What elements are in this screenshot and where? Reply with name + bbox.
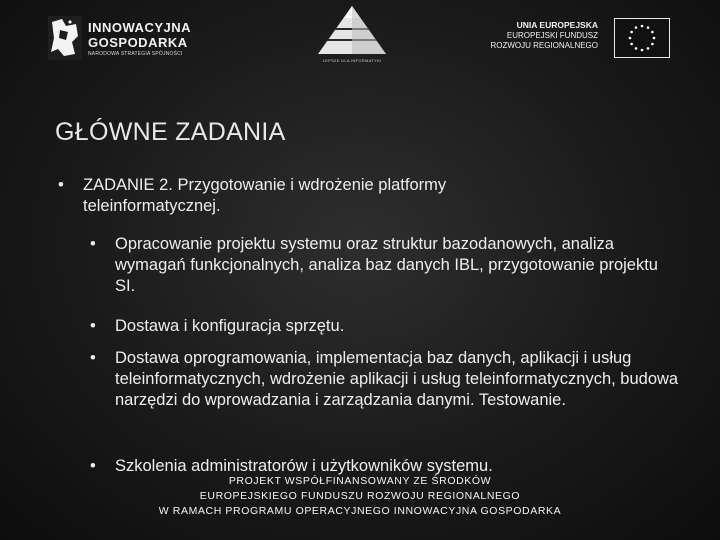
main-bullet-text: ZADANIE 2. Przygotowanie i wdrożenie platformy teleinformatycznej.	[83, 176, 447, 215]
eu-star-icon	[653, 37, 656, 40]
bullet-marker: •	[58, 176, 64, 194]
innowacyjna-gospodarka-logo	[48, 14, 198, 64]
ig-logo-line1: INNOWACYJNA	[88, 20, 192, 35]
footer-line2: EUROPEJSKIEGO FUNDUSZU ROZWOJU REGIONALNEGO	[199, 490, 521, 502]
bullet-marker: •	[90, 317, 96, 335]
sub-bullet-text: Szkolenia administratorów i użytkowników systemu.	[115, 457, 493, 475]
eu-logo-line3: ROZWOJU REGIONALNEGO	[490, 41, 598, 50]
slide-title: GŁÓWNE ZADANIA	[55, 118, 286, 146]
pyramid-logo-caption: LEPSZE DLA INFORMATYKI	[322, 58, 382, 63]
ig-logo-icon	[48, 16, 82, 60]
main-bullet	[58, 175, 578, 217]
footer-line1: PROJEKT WSPÓŁFINANSOWANY ZE ŚRODKÓW	[228, 475, 492, 487]
eu-star-icon	[647, 26, 650, 29]
eu-star-icon	[630, 43, 633, 46]
eu-star-icon	[651, 31, 654, 34]
eu-star-icon	[641, 49, 644, 52]
sub-bullet-text: Opracowanie projektu systemu oraz struktur bazodanowych, analiza wymagań funkcjonalnych, analiza baz danych IBL, przygotowanie projektu SI.	[115, 235, 658, 295]
footer-text	[0, 474, 720, 519]
eu-star-icon	[635, 26, 638, 29]
pyramid-logo	[314, 4, 390, 64]
sub-bullet-3	[90, 348, 680, 411]
sub-bullet-1	[90, 234, 680, 297]
eu-logo-line2: EUROPEJSKI FUNDUSZ	[506, 31, 598, 40]
sub-bullet-text: Dostawa oprogramowania, implementacja baz danych, aplikacji i usług teleinformatycznych, wdrożenie aplikacji i usług teleinformatycznych, budowa narzędzi do wprowadzania i zarządzania danymi. Testowanie.	[115, 349, 679, 409]
bullet-marker: •	[90, 457, 96, 475]
pyramid-icon	[314, 4, 390, 56]
eu-flag-icon	[614, 18, 670, 58]
bullet-marker: •	[90, 235, 96, 253]
eu-star-icon	[641, 25, 644, 28]
ig-logo-line2: GOSPODARKA	[88, 35, 188, 50]
sub-bullet-2	[90, 316, 680, 337]
eu-star-icon	[629, 37, 632, 40]
eu-star-icon	[635, 47, 638, 50]
footer-line3: W RAMACH PROGRAMU OPERACYJNEGO INNOWACYJNA GOSPODARKA	[158, 505, 562, 517]
eu-logo	[488, 18, 678, 64]
eu-logo-line1: UNIA EUROPEJSKA	[516, 20, 598, 30]
eu-star-icon	[647, 47, 650, 50]
ig-logo-line3: NARODOWA STRATEGIA SPÓJNOŚCI	[88, 51, 183, 57]
sub-bullet-text: Dostawa i konfiguracja sprzętu.	[115, 317, 345, 335]
eu-star-icon	[630, 31, 633, 34]
bullet-marker: •	[90, 349, 96, 367]
eu-logo-text	[490, 20, 598, 51]
eu-star-icon	[651, 43, 654, 46]
